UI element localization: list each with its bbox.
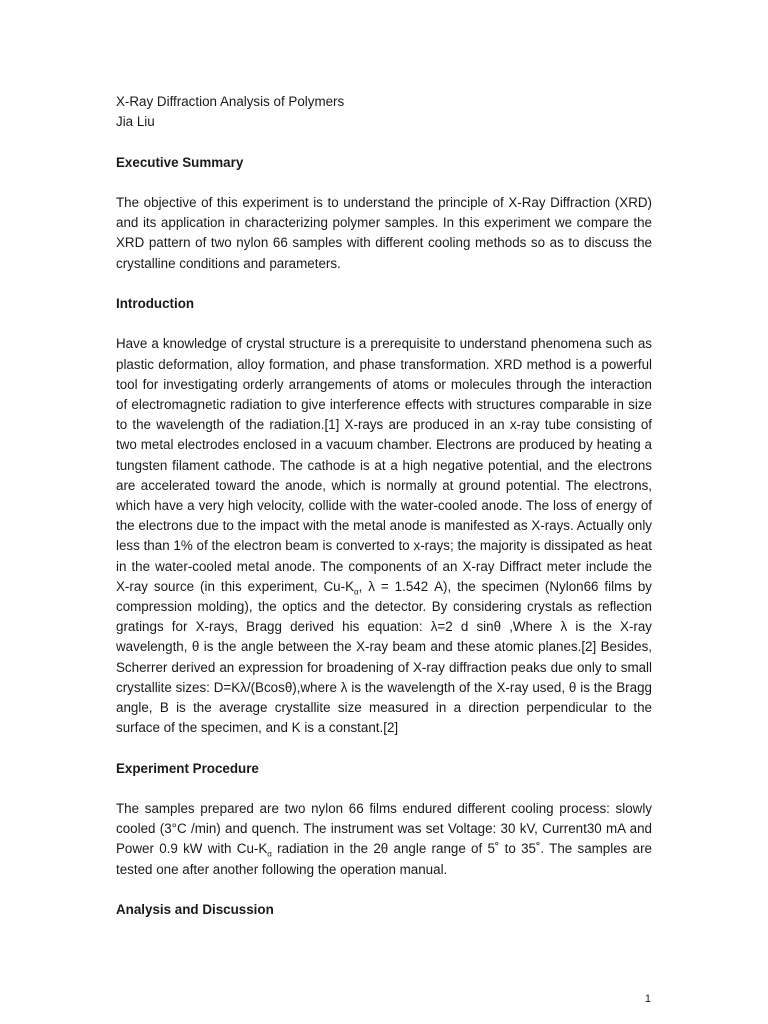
experiment-procedure-body [116, 799, 652, 880]
document-page [116, 92, 652, 920]
page-number: 1 [644, 993, 651, 1005]
alpha-subscript: α [354, 587, 359, 597]
executive-summary-body: The objective of this experiment is to understand the principle of X-Ray Diffraction (XRD) and its application in characterizing polymer samples. In this experiment we compare the XRD pattern of two nylon 66 samples with different cooling methods so as to discuss the crystalline conditions and parameters. [116, 194, 652, 271]
introduction-body-part1: Have a knowledge of crystal structure is a prerequisite to understand phenomena such as plastic deformation, alloy formation, and phase transformation. XRD method is a powerful tool for investigating orderly arrangements of atoms or molecules through the interaction of electromagnetic radiation to give interference effects with structures comparable in size to the wavelength of the radiation.[1] X-rays are produced in an x-ray tube consisting of two metal electrodes enclosed in a vacuum chamber. Electrons are produced by heating a tungsten filament cathode. The cathode is at a high negative potential, and the electrons are accelerated toward the anode, which is normally at ground potential. The electrons, which have a very high velocity, collide with the water-cooled anode. The loss of energy of the electrons due to the impact with the metal anode is manifested as X-rays. Actually only less than 1% of the electron beam is converted to x-rays; the majority is dissipated as heat in the water-cooled metal anode. The components of an X-ray Diffract meter include the X-ray source (in this experiment, Cu-K [116, 336, 652, 594]
executive-summary-heading: Executive Summary [116, 154, 244, 170]
introduction-heading: Introduction [116, 295, 195, 311]
analysis-discussion-heading: Analysis and Discussion [116, 902, 274, 918]
alpha-subscript: α [267, 850, 272, 860]
document-author: Jia Liu [116, 114, 155, 130]
document-title: X-Ray Diffraction Analysis of Polymers [116, 94, 345, 109]
experiment-procedure-body-part1: The samples prepared are two nylon 66 films endured different cooling process: slowly cooled (3°C /min) and quench. The instrument was set Voltage: 30 kV, Current30 mA and Power 0.9 kW with Cu-K [116, 801, 652, 857]
introduction-body [116, 334, 652, 738]
experiment-procedure-heading: Experiment Procedure [116, 760, 259, 776]
experiment-procedure-body-part2: radiation in the 2θ angle range of 5˚ to 35˚. The samples are tested one after another following the operation manual. [116, 841, 652, 877]
introduction-body-part2: , λ = 1.542 A), the specimen (Nylon66 films by compression molding), the optics and the detector. By considering crystals as reflection gratings for X-rays, Bragg derived his equation: λ=2 d sinθ ,Where λ is the X-ray wavelength, θ is the angle between the X-ray beam and these atomic planes.[2] Besides, Scherrer derived an expression for broadening of X-ray diffraction peaks due only to small crystallite sizes: D=Kλ/(Bcosθ),where λ is the wavelength of the X-ray used, θ is the Bragg angle, B is the average crystallite size measured in a direction perpendicular to the surface of the specimen, and K is a constant.[2] [116, 578, 653, 736]
